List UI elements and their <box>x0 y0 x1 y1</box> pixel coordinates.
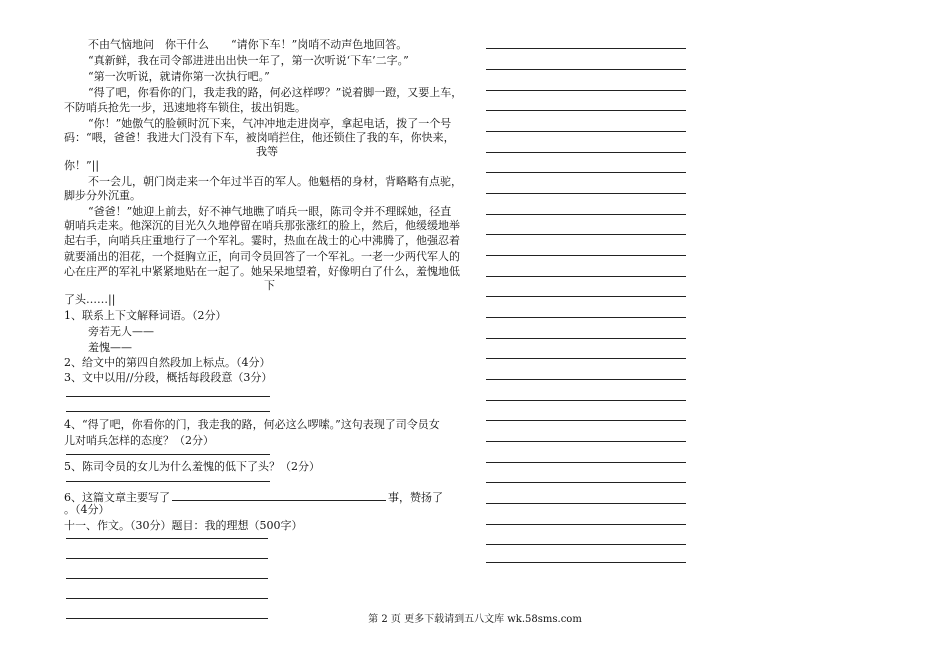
answer-line[interactable] <box>66 396 270 397</box>
writing-line[interactable] <box>486 131 686 132</box>
writing-line[interactable] <box>486 214 686 215</box>
writing-line[interactable] <box>486 276 686 277</box>
writing-line[interactable] <box>486 503 686 504</box>
answer-line[interactable] <box>66 481 270 482</box>
writing-line[interactable] <box>486 562 686 563</box>
question-5: 5、陈司令员的女儿为什么羞愧的低下了头？（2分） <box>64 460 320 473</box>
writing-line[interactable] <box>486 462 686 463</box>
passage-line: 不由气恼地问 你干什么 “请你下车！”岗哨不动声色地回答。 <box>88 38 408 51</box>
fill-in-blank[interactable] <box>172 489 386 501</box>
composition-line[interactable] <box>66 578 268 579</box>
passage-line: “你！”她傲气的脸顿时沉下来，气冲冲地走进岗亭，拿起电话，拨了一个号 <box>88 117 452 130</box>
passage-line: 了头……|| <box>64 293 116 306</box>
question-1: 1、联系上下文解释词语。（2分） <box>64 309 227 322</box>
passage-line: 下 <box>264 279 275 292</box>
passage-line: 就要涌出的泪花，一个挺胸立正，向司令员回答了一个军礼。一老一少两代军人的 <box>64 250 460 263</box>
question-6 <box>64 489 443 505</box>
page-footer: 第 2 页 更多下载请到五八文库 wk.58sms.com <box>368 614 582 625</box>
writing-line[interactable] <box>486 90 686 91</box>
passage-line: “真新鲜，我在司令部进进出出快一年了，第一次听说‘下车’二字。” <box>88 54 409 67</box>
writing-line[interactable] <box>486 420 686 421</box>
question-6-prefix: 6、这篇文章主要写了 <box>64 491 170 504</box>
passage-line: 不一会儿，朝门岗走来一个年过半百的军人。他魁梧的身材，背略略有点驼， <box>88 175 462 188</box>
writing-line[interactable] <box>486 69 686 70</box>
writing-line[interactable] <box>486 441 686 442</box>
writing-line[interactable] <box>486 379 686 380</box>
writing-line[interactable] <box>486 48 686 49</box>
composition-line[interactable] <box>66 598 268 599</box>
passage-line: 不防哨兵抢先一步，迅速地将车锁住，拔出钥匙。 <box>64 101 306 114</box>
writing-line[interactable] <box>486 296 686 297</box>
passage-line: 你！”|| <box>64 159 100 172</box>
answer-line[interactable] <box>66 411 270 412</box>
writing-line[interactable] <box>486 193 686 194</box>
passage-line: “第一次听说，就请你第一次执行吧。” <box>88 70 270 83</box>
writing-line[interactable] <box>486 317 686 318</box>
writing-line[interactable] <box>486 544 686 545</box>
writing-line[interactable] <box>486 358 686 359</box>
passage-line: 我等 <box>256 145 278 158</box>
passage-line: 码：“喂，爸爸！我进大门没有下车，被岗哨拦住，他还锁住了我的车，你快来， <box>64 131 455 144</box>
writing-line[interactable] <box>486 172 686 173</box>
writing-line[interactable] <box>486 110 686 111</box>
question-3: 3、文中以用//分段，概括每段段意（3分） <box>64 371 273 384</box>
passage-line: 起右手，向哨兵庄重地行了一个军礼。霎时，热血在战士的心中沸腾了，他强忍着 <box>64 234 460 247</box>
writing-line[interactable] <box>486 482 686 483</box>
question-6-middle: 事，赞扬了 <box>388 491 443 504</box>
passage-line: 脚步分外沉重。 <box>64 189 141 202</box>
question-1-word-b: 羞愧—— <box>88 341 132 354</box>
writing-line[interactable] <box>486 524 686 525</box>
composition-line[interactable] <box>66 558 268 559</box>
answer-line[interactable] <box>66 454 270 455</box>
question-4: 4、“得了吧，你看你的门，我走我的路，何必这么啰嗦。”这句表现了司令员女 <box>64 418 440 431</box>
passage-line: 朝哨兵走来。他深沉的目光久久地停留在哨兵那张涨红的脸上，然后，他缓缓地举 <box>64 219 460 232</box>
question-2: 2、给文中的第四自然段加上标点。（4分） <box>64 356 271 369</box>
question-4-cont: 儿对哨兵怎样的态度？（2分） <box>64 434 214 447</box>
writing-line[interactable] <box>486 152 686 153</box>
question-6-end: 。（4分） <box>64 503 110 516</box>
composition-title: 十一、作文。（30分）题目：我的理想（500字） <box>64 519 303 532</box>
writing-line[interactable] <box>486 255 686 256</box>
passage-line: 心在庄严的军礼中紧紧地贴在一起了。她呆呆地望着，好像明白了什么，羞愧地低 <box>64 265 460 278</box>
writing-line[interactable] <box>486 338 686 339</box>
question-1-word-a: 旁若无人—— <box>88 325 154 338</box>
composition-line[interactable] <box>66 538 268 539</box>
writing-line[interactable] <box>486 400 686 401</box>
passage-line: “爸爸！”她迎上前去，好不神气地瞧了哨兵一眼，陈司令并不理睬她，径直 <box>88 205 452 218</box>
passage-line: “得了吧，你看你的门，我走我的路，何必这样啰？”说着脚一蹬，又要上车， <box>88 86 463 99</box>
writing-line[interactable] <box>486 234 686 235</box>
